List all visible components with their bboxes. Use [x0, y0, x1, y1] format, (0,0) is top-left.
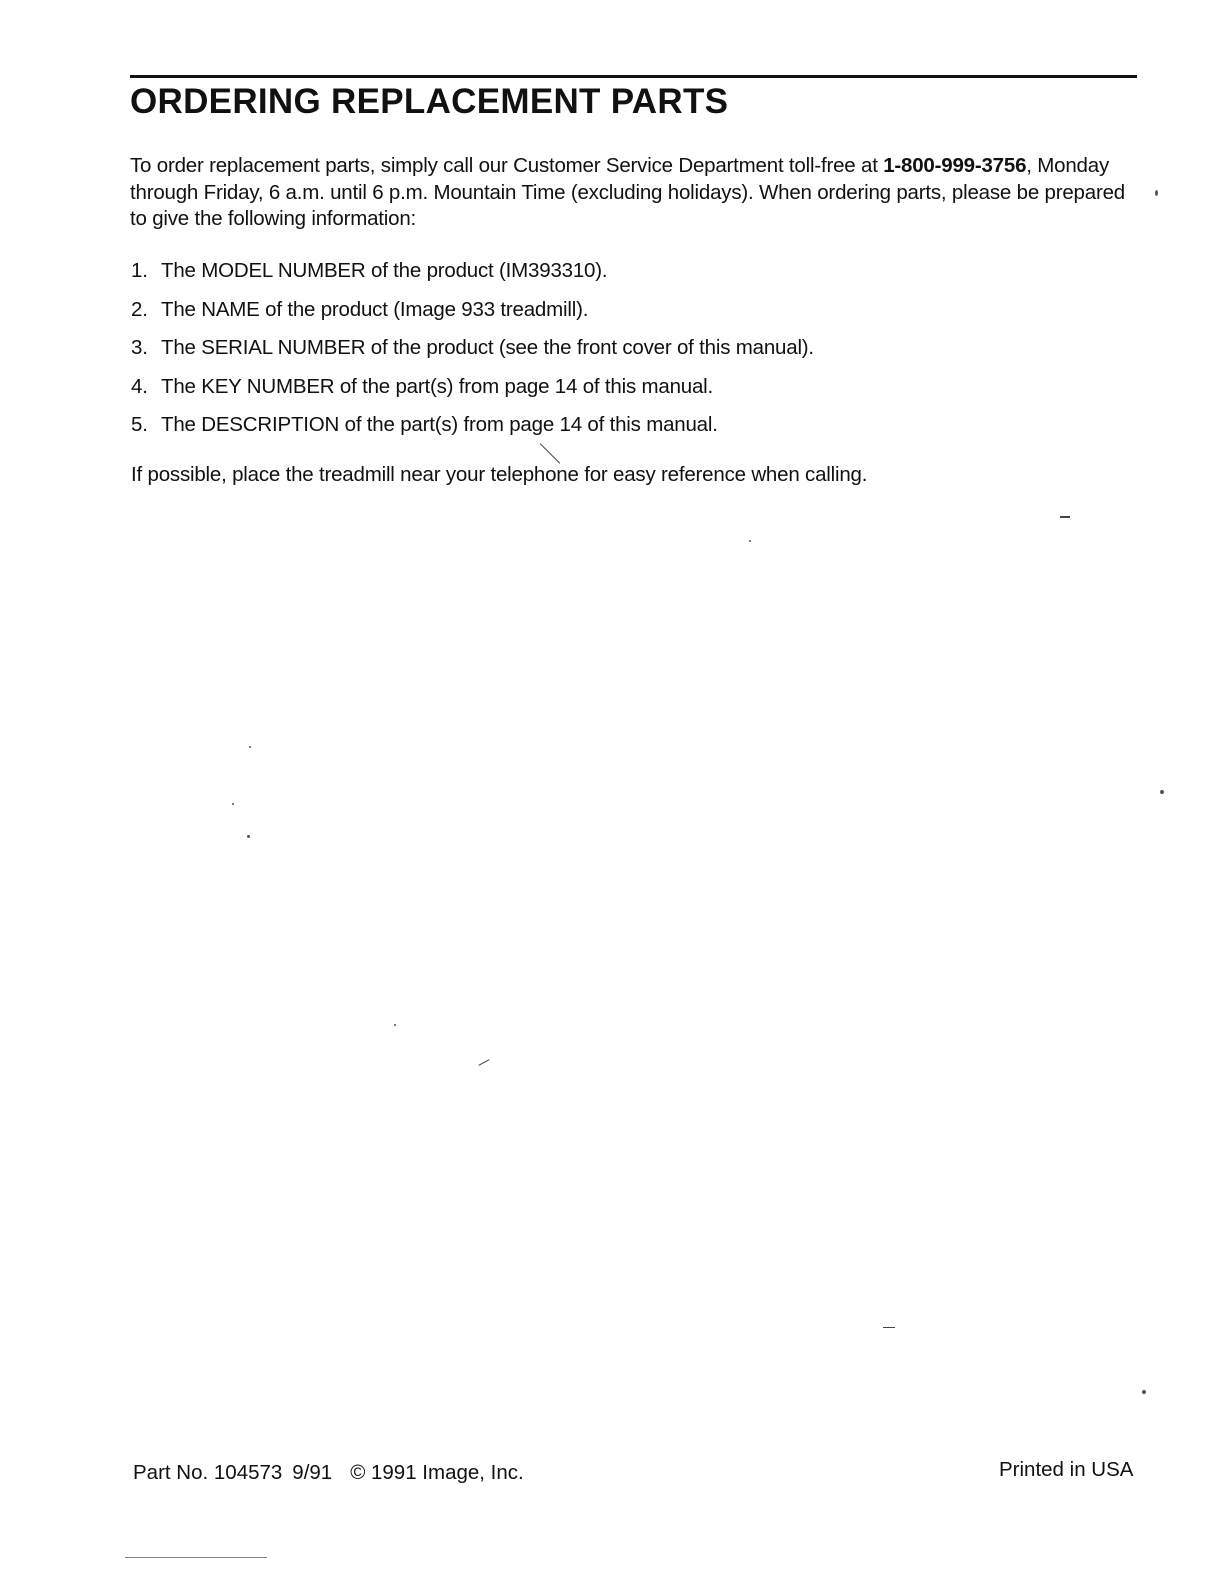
list-item-text: The KEY NUMBER of the part(s) from page 14 of this manual. — [161, 374, 714, 398]
phone-number: 1-800-999-3756 — [883, 154, 1027, 177]
list-item-text: The DESCRIPTION of the part(s) from page 14 of this manual. — [161, 413, 718, 436]
list-item — [131, 374, 814, 413]
scan-mark — [883, 1327, 895, 1328]
list-item-text: The MODEL NUMBER of the product (IM393310). — [161, 259, 608, 282]
list-item-number: 2. — [131, 297, 148, 321]
intro-paragraph — [130, 153, 1140, 233]
scan-speck — [749, 540, 751, 542]
list-item-text: The NAME of the product (Image 933 treadmill). — [161, 297, 589, 321]
scan-speck — [1160, 790, 1164, 794]
scan-speck — [249, 746, 251, 748]
list-item — [131, 297, 814, 336]
intro-text-end: , Monday through Friday, 6 a.m. until 6 p.m. Mountain Time (excluding holidays). When ordering parts, please be prepared to give the following information: — [130, 154, 1125, 230]
scan-speck — [1142, 1390, 1146, 1394]
title-rule — [130, 75, 1137, 78]
closing-note: If possible, place the treadmill near your telephone for easy reference when calling. — [131, 463, 868, 486]
list-item — [131, 335, 814, 374]
list-item-number: 1. — [131, 259, 148, 282]
scan-speck — [394, 1024, 396, 1026]
list-item — [131, 258, 814, 297]
scan-speck — [232, 803, 234, 805]
footer-publication-info — [133, 1460, 524, 1486]
scan-mark — [1060, 516, 1070, 518]
list-item-number: 5. — [131, 413, 148, 436]
copyright: © 1991 Image, Inc. — [350, 1461, 524, 1484]
scan-speck — [247, 835, 250, 838]
page-title: ORDERING REPLACEMENT PARTS — [130, 82, 729, 121]
list-item-number: 3. — [131, 336, 148, 359]
list-item-number: 4. — [131, 374, 148, 398]
list-item-text: The SERIAL NUMBER of the product (see the front cover of this manual). — [161, 336, 814, 359]
printed-in-note: Printed in USA — [999, 1458, 1134, 1481]
information-list — [131, 258, 814, 451]
list-item — [131, 412, 814, 451]
scan-speck — [1155, 190, 1158, 196]
part-number: Part No. 104573 — [133, 1461, 283, 1484]
scan-mark — [478, 1059, 489, 1066]
intro-text-start: To order replacement parts, simply call our Customer Service Department toll-free at — [130, 154, 884, 177]
print-date: 9/91 — [292, 1461, 333, 1484]
scan-edge-line — [125, 1557, 267, 1558]
